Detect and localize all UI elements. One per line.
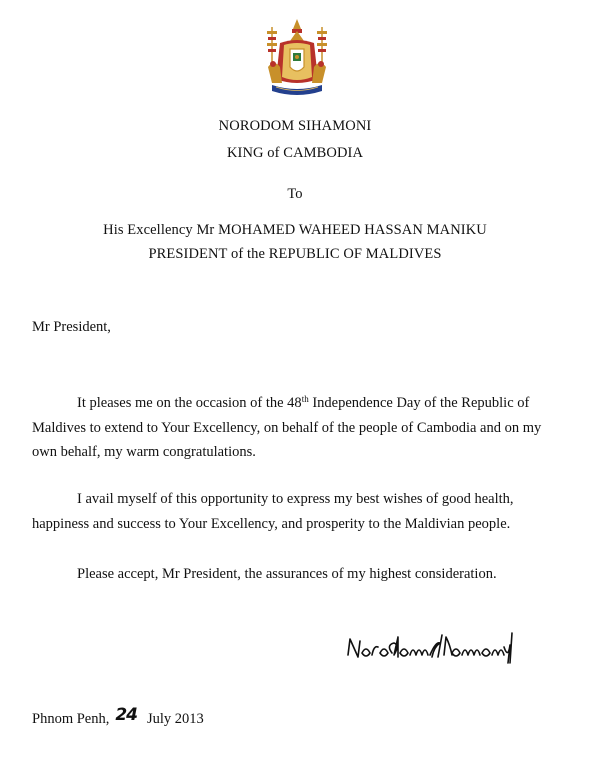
paragraph-1-start: It pleases me on the occasion of the 48 bbox=[77, 395, 302, 411]
royal-arms-emblem-icon bbox=[262, 17, 332, 103]
paragraph-closing: Please accept, Mr President, the assurances of my highest consideration. bbox=[77, 566, 497, 582]
ordinal-suffix: th bbox=[301, 394, 309, 404]
signature-icon bbox=[342, 627, 522, 667]
paragraph-congratulations bbox=[32, 391, 562, 465]
recipient-name: His Excellency Mr MOHAMED WAHEED HASSAN MANIKU bbox=[103, 222, 487, 238]
salutation: Mr President, bbox=[32, 319, 111, 335]
sender-title: KING of CAMBODIA bbox=[226, 145, 364, 161]
recipient-title: PRESIDENT of the REPUBLIC OF MALDIVES bbox=[148, 246, 442, 262]
place-and-date bbox=[32, 705, 204, 728]
handwritten-day: 24 bbox=[115, 705, 138, 725]
paragraph-1-end: Independence Day of the Republic of Maldives to extend to Your Excellency, on behalf of the people of Cambodia and on my own behalf, my warm congratulations. bbox=[32, 395, 542, 460]
place: Phnom Penh, bbox=[32, 711, 110, 727]
to-label: To bbox=[287, 186, 303, 202]
month-year: July 2013 bbox=[147, 711, 204, 727]
sender-name: NORODOM SIHAMONI bbox=[218, 118, 372, 134]
paragraph-wishes: I avail myself of this opportunity to express my best wishes of good health, happiness and success to Your Excellency, and prosperity to the Maldivian people. bbox=[32, 491, 514, 532]
